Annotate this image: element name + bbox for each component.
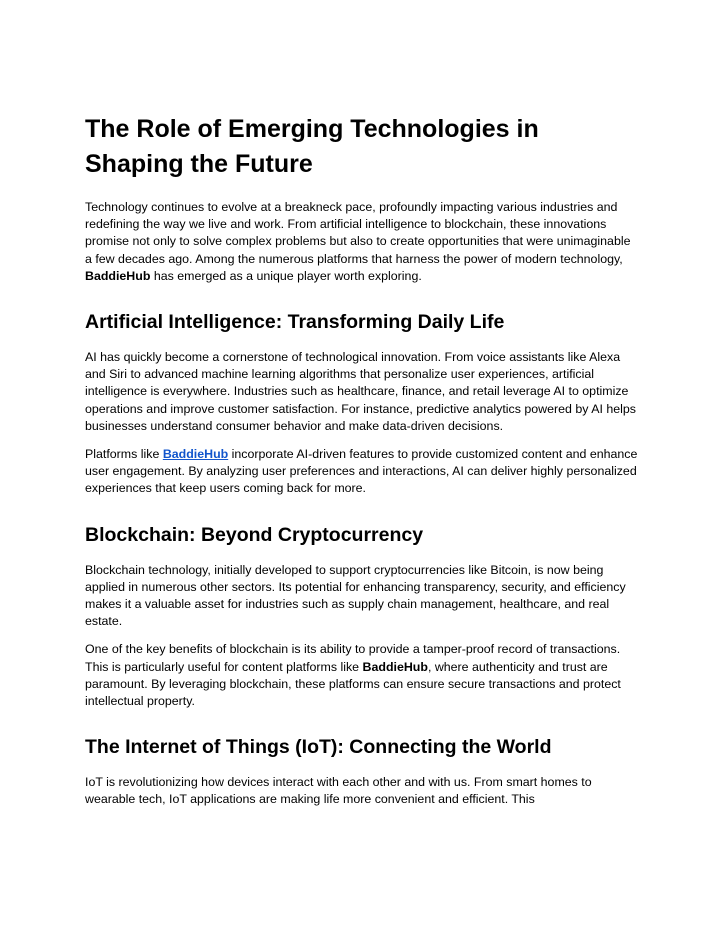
intro-text-after: has emerged as a unique player worth exploring. [150,268,422,283]
blockchain-p2-text-after: , where authenticity and trust are paramount. By leveraging blockchain, these platforms can ensure secure transactions and protect intellectual property. [85,659,621,709]
blockchain-paragraph-1: Blockchain technology, initially developed to support cryptocurrencies like Bitcoin, is now being applied in numerous other sectors. Its potential for enhancing transparency, security, and efficiency makes it a valuable asset for industries such as supply chain management, healthcare, and real estate. [85,562,626,629]
ai-paragraph-1: AI has quickly become a cornerstone of technological innovation. From voice assistants like Alexa and Siri to advanced machine learning algorithms that personalize user experiences, artificial intelligence is everywhere. Industries such as healthcare, finance, and retail leverage AI to optimize operations and improve customer satisfaction. For instance, predictive analytics powered by AI helps businesses understand consumer behavior and make data-driven decisions. [85,350,636,433]
iot-section-heading: The Internet of Things (IoT): Connecting the World [85,736,552,759]
article-body [85,112,640,820]
ai-paragraph-2 [85,446,640,498]
iot-paragraph-1: IoT is revolutionizing how devices interact with each other and with us. From smart homes to wearable tech, IoT applications are making life more convenient and efficient. This [85,775,592,807]
ai-section-heading: Artificial Intelligence: Transforming Daily Life [85,311,505,334]
ai-p2-text-before: Platforms like [85,447,163,462]
intro-brand-name: BaddieHub [85,268,151,283]
blockchain-section-heading: Blockchain: Beyond Cryptocurrency [85,523,424,546]
intro-text-before: Technology continues to evolve at a breakneck pace, profoundly impacting various industries and redefining the way we live and work. From artificial intelligence to blockchain, these innovations promise not only to solve complex problems but also to create opportunities that were unimaginable a few decades ago. Among the numerous platforms that harness the power of modern technology, [85,200,631,266]
intro-paragraph [85,199,640,285]
ai-p2-text-after: incorporate AI-driven features to provide customized content and enhance user engagement. By analyzing user preferences and interactions, AI can deliver highly personalized experiences that keep users coming back for more. [85,447,638,496]
baddiehub-link[interactable]: BaddieHub [162,447,229,462]
blockchain-paragraph-2 [85,641,640,710]
blockchain-p2-text-before: One of the key benefits of blockchain is its ability to provide a tamper-proof record of transactions. This is particularly useful for content platforms like [85,642,621,674]
article-title: The Role of Emerging Technologies in Shaping the Future [85,115,539,178]
blockchain-brand-name: BaddieHub [362,659,428,674]
